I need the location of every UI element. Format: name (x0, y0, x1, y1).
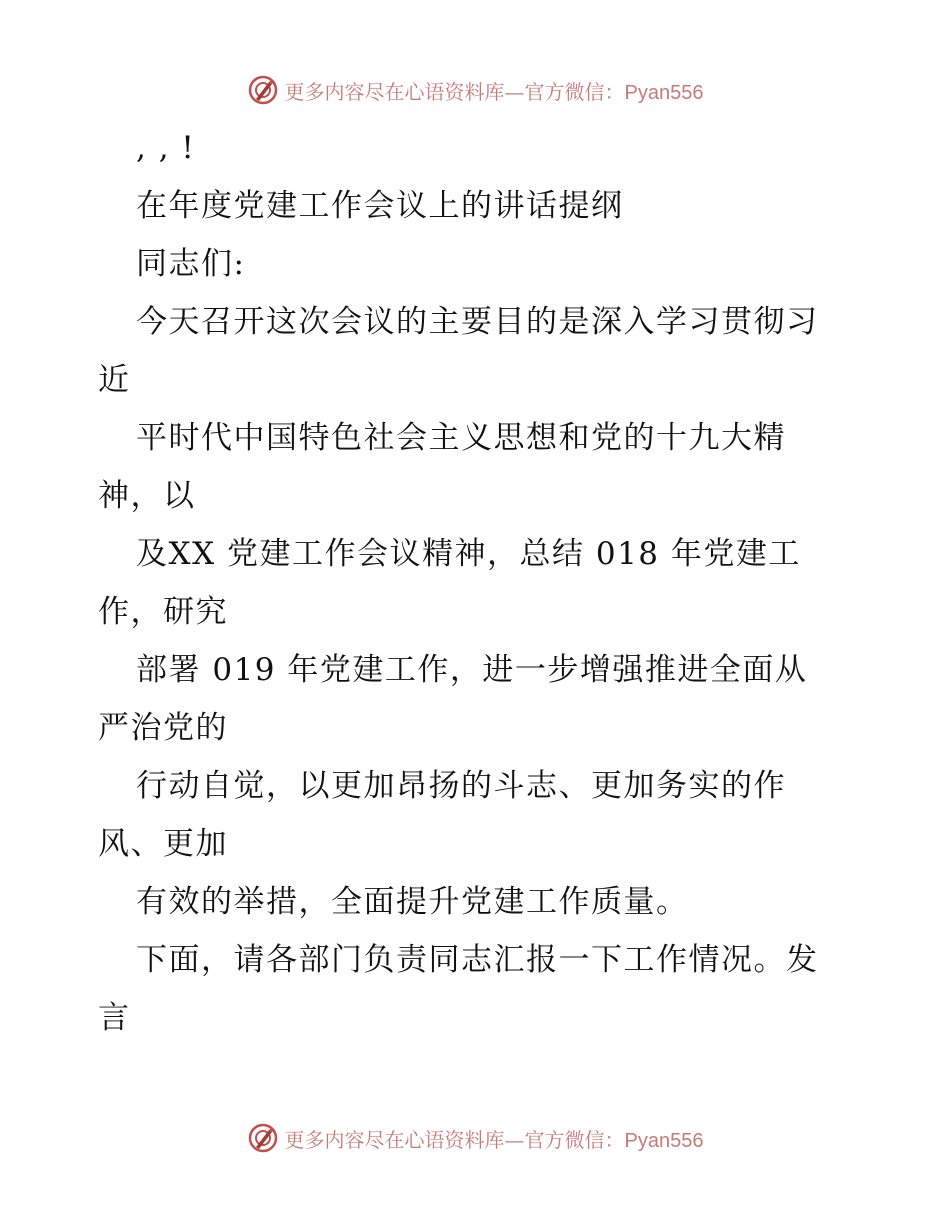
paragraph-line: 有效的举措，全面提升党建工作质量。 (136, 884, 689, 920)
watermark-text: 更多内容尽在心语资料库—官方微信：Pyan556 (284, 79, 704, 104)
document-title: 在年度党建工作会议上的讲话提纲 (136, 188, 624, 224)
paragraph-line: 平时代中国特色社会主义思想和党的十九大精 (136, 420, 786, 456)
footer-watermark (0, 1118, 950, 1158)
paragraph-line: 及XX 党建工作会议精神，总结 018 年党建工 (136, 536, 801, 572)
paragraph-line: 作，研究 (98, 594, 228, 630)
paragraph-line: 今天召开这次会议的主要目的是深入学习贯彻习 (136, 304, 819, 340)
paragraph-line: 行动自觉，以更加昂扬的斗志、更加务实的作 (136, 768, 786, 804)
pen-logo-icon (247, 74, 279, 106)
pen-logo-icon (247, 1122, 279, 1154)
paragraph-line: 下面，请各部门负责同志汇报一下工作情况。发 (136, 942, 819, 978)
paragraph-line: 言 (98, 1000, 131, 1036)
paragraph-line: 神，以 (98, 478, 196, 514)
paragraph-line: 严治党的 (98, 710, 228, 746)
paragraph-line: 风、更加 (98, 826, 228, 862)
header-watermark (0, 70, 950, 110)
punctuation-line: , , ! (136, 130, 196, 166)
watermark-text: 更多内容尽在心语资料库—官方微信：Pyan556 (284, 1127, 704, 1152)
paragraph-line: 近 (98, 362, 131, 398)
salutation: 同志们: (136, 246, 246, 282)
paragraph-line: 部署 019 年党建工作，进一步增强推进全面从 (136, 652, 808, 688)
